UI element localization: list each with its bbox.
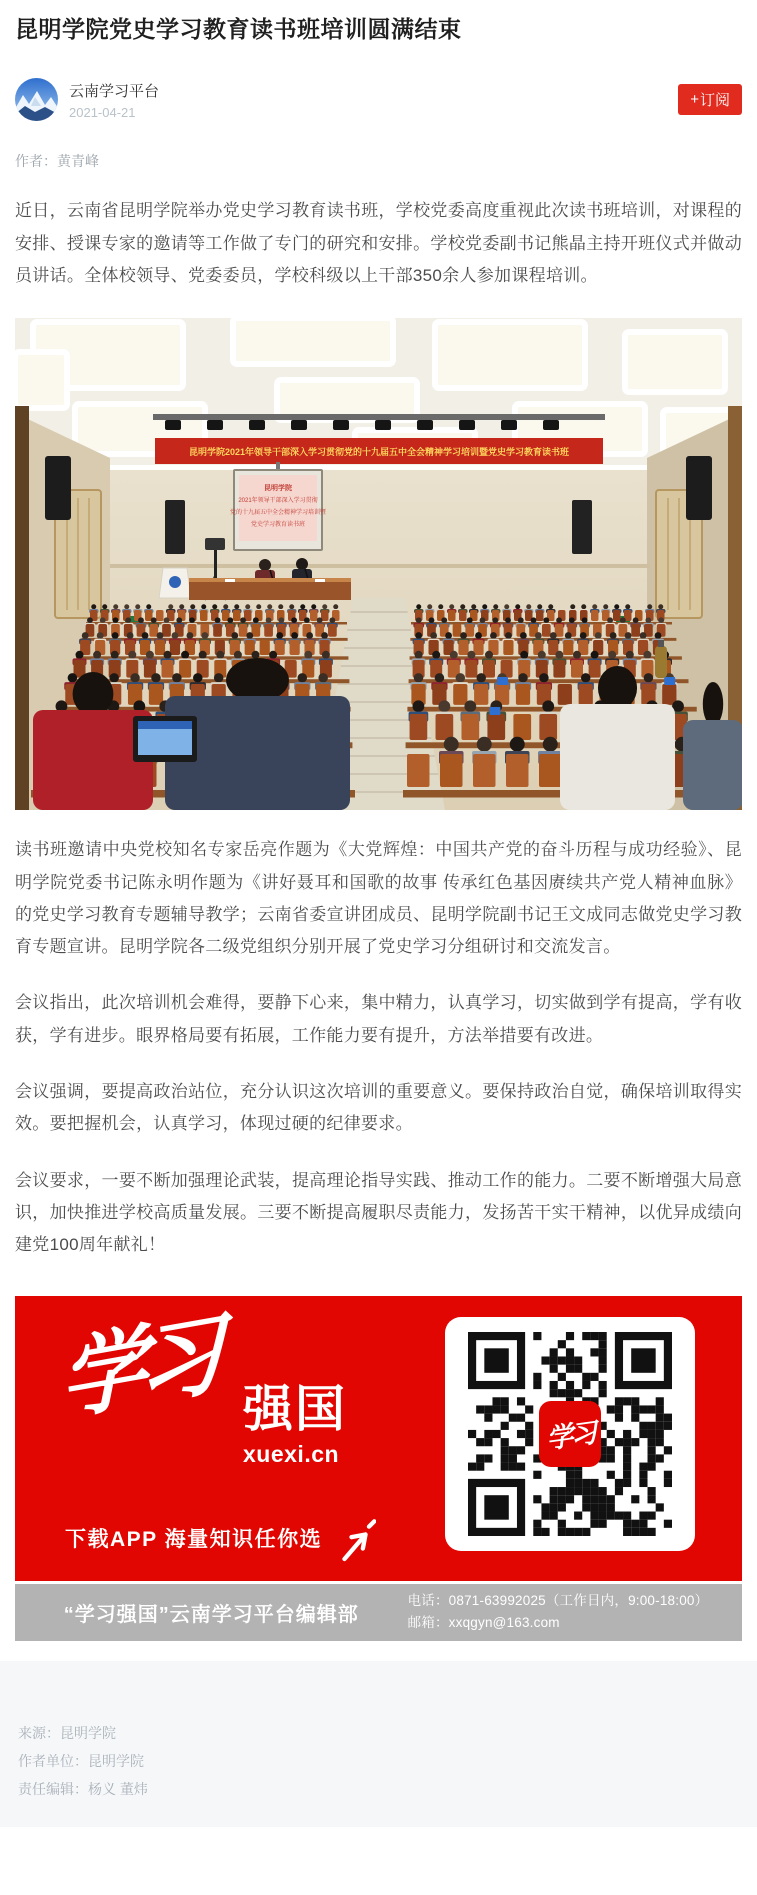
page-title: 昆明学院党史学习教育读书班培训圆满结束	[15, 16, 462, 42]
publish-date: 2021-04-21	[69, 104, 136, 120]
promo-banner[interactable]	[15, 1296, 742, 1581]
qiangguo-logo-text: 强国	[243, 1380, 347, 1437]
paragraph-3: 会议指出，此次培训机会难得，要静下心来，集中精力，认真学习，切实做到学有提高，学有收获，学有进步。眼界格局要有拓展，工作能力要有提升，方法举措要有改进。	[15, 993, 742, 1045]
promo-tagline-row	[65, 1514, 376, 1562]
publisher-avatar[interactable]	[15, 78, 58, 121]
svg-text:昆明学院: 昆明学院	[264, 485, 292, 493]
publisher-name[interactable]: 云南学习平台	[69, 82, 160, 100]
publisher-row	[15, 78, 742, 121]
editorial-dept: “学习强国”云南学习平台编辑部	[63, 1603, 359, 1626]
svg-text:党史学习教育读书班: 党史学习教育读书班	[250, 522, 306, 529]
meta-author-unit: 作者单位：昆明学院	[18, 1752, 144, 1769]
subscribe-label: 订阅	[699, 92, 730, 110]
article-photo	[15, 318, 742, 810]
svg-text:2021年领导干部深入学习贯彻: 2021年领导干部深入学习贯彻	[238, 498, 318, 505]
paragraph-5: 会议要求，一要不断加强理论武装，提高理论指导实践、推动工作的能力。二要不断增强大局意识，加快推进学校高质量发展。三要不断提高履职尽责能力，发扬苦干实干精神，以优异成绩向建党100周年献礼！	[15, 1170, 742, 1255]
meta-source: 来源：昆明学院	[18, 1724, 116, 1741]
plus-icon: +	[690, 91, 699, 109]
xuexi-app-logo: 学习	[539, 1401, 601, 1467]
contact-block	[408, 1590, 709, 1635]
mountain-avatar-image	[15, 78, 58, 121]
meta-editor: 责任编辑：杨义 董炜	[18, 1780, 148, 1797]
paragraph-4: 会议强调，要提高政治站位，充分认识这次培训的重要意义。要保持政治自觉，确保培训取得实效。要把握机会，认真学习，体现过硬的纪律要求。	[15, 1082, 742, 1134]
qiangguo-logo-block	[243, 1380, 347, 1468]
paragraph-2: 读书班邀请中央党校知名专家岳亮作题为《大党辉煌：中国共产党的奋斗历程与成功经验》、昆明学院党委书记陈永明作题为《讲好聂耳和国歌的故事 传承红色基因赓续共产党人精神血脉》的党史学习教育专题辅导教学；云南省委宣讲团成员、昆明学院副书记王文成同志做党史学习教育专题宣讲。昆明学院各二级党组织分别开展了党史学习分组研讨和交流发言。	[15, 840, 742, 957]
contact-email: 邮箱：xxqgyn@163.com	[407, 1615, 560, 1630]
svg-text:昆明学院2021年领导干部深入学习贯彻党的十九届五中全会精神: 昆明学院2021年领导干部深入学习贯彻党的十九届五中全会精神学习培训暨党史学习教育读书班	[188, 447, 570, 458]
promo-tagline: 下载APP 海量知识任你选	[65, 1527, 323, 1551]
paragraph-1: 近日，云南省昆明学院举办党史学习教育读书班，学校党委高度重视此次读书班培训，对课程的安排、授课专家的邀请等工作做了专门的研究和安排。学校党委副书记熊晶主持开班仪式并做动员讲话。全体校领导、党委委员，学校科级以上干部350余人参加课程培训。	[15, 201, 742, 285]
article-body	[15, 195, 742, 1261]
publisher-info	[69, 80, 159, 120]
arrow-cursor-icon	[334, 1514, 376, 1562]
conference-hall-photo	[15, 318, 742, 810]
editorial-footer-bar	[15, 1584, 742, 1641]
article-meta	[0, 1661, 757, 1827]
qr-panel	[445, 1317, 695, 1551]
svg-text:党的十九届五中全会精神学习培训暨: 党的十九届五中全会精神学习培训暨	[229, 510, 327, 517]
contact-phone: 电话：0871-63992025（工作日内，9:00-18:00）	[407, 1592, 709, 1608]
xuexi-domain-text: xuexi.cn	[243, 1440, 340, 1467]
author-line: 作者：黄青峰	[15, 153, 99, 170]
subscribe-button[interactable]	[678, 84, 742, 115]
xuexi-script-logo: 学习	[58, 1303, 216, 1431]
